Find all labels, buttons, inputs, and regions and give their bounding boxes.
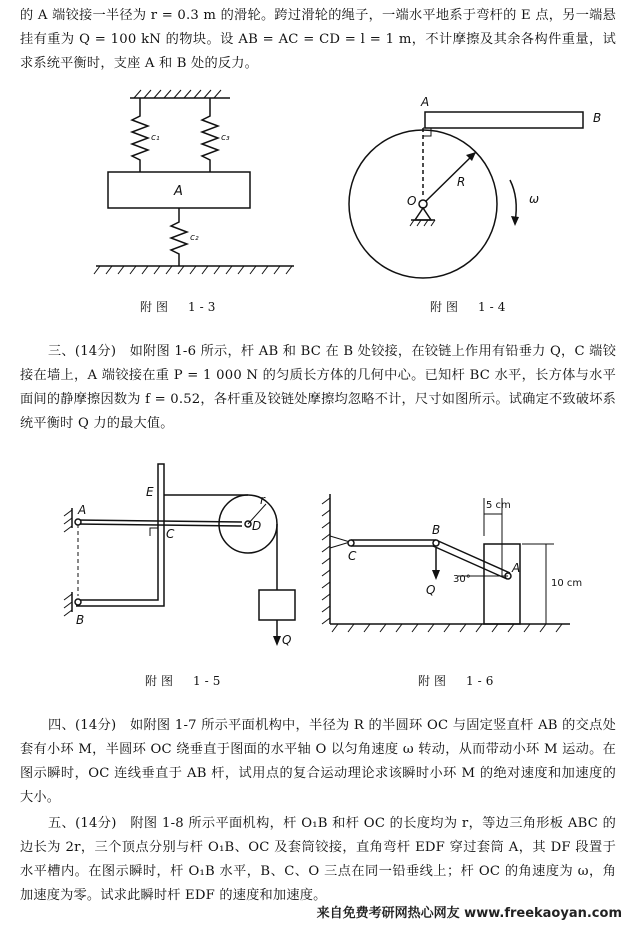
label-d: D xyxy=(252,519,262,533)
figure-1-6 xyxy=(318,490,583,635)
omega-arrow xyxy=(511,216,519,226)
label-angle: 30° xyxy=(453,574,471,585)
rod-ab-top xyxy=(436,540,510,573)
label-block-a: A xyxy=(174,184,183,199)
bar-ab xyxy=(425,112,583,128)
pin-b xyxy=(75,599,81,605)
label-q: Q xyxy=(282,633,292,647)
caption-1-4: 附图 1-4 xyxy=(430,300,510,314)
figure-1-5 xyxy=(60,448,300,654)
label-c1: c₁ xyxy=(151,133,160,143)
label-b: B xyxy=(593,111,602,125)
pivot-support xyxy=(415,208,431,220)
label-a: A xyxy=(512,561,521,575)
rod-ad xyxy=(76,520,242,522)
label-a: A xyxy=(421,95,430,109)
label-c3: c₃ xyxy=(221,133,230,143)
figure-1-3 xyxy=(90,88,300,283)
label-a: A xyxy=(78,503,87,517)
pin-c xyxy=(348,540,354,546)
spring-bottom xyxy=(171,208,187,266)
label-b: B xyxy=(432,523,441,537)
spring-left xyxy=(132,98,148,172)
omega-arc xyxy=(510,180,516,222)
label-e: E xyxy=(146,485,154,499)
paragraph-q3: 三、(14分) 如附图 1-6 所示，杆 AB 和 BC 在 B 处铰接，在铰链上作用有铅垂力 Q，C 端铰接在墙上，A 端铰接在重 P = 1 000 N 的匀质长方体的几何中心。已知杆 BC 水平，长方体与水平面间的静摩擦因数为 f = 0.52，各杆重及铰链处摩擦均忽略不计，尺寸如图所示。试确定不致破坏系统平衡时 Q 力的最大值。 xyxy=(20,344,616,431)
support-c xyxy=(330,536,350,548)
paragraph-q4: 四、(14分) 如附图 1-7 所示平面机构中，半径为 R 的半圆环 OC 与固定竖直杆 AB 的交点处套有小环 M，半圆环 OC 绕垂直于图面的水平轴 O 以匀角速度 ω 转动，从而带动小环 M 运动。在图示瞬时，OC 连线垂直于 AB 杆，试用点的复合运动理论求该瞬时小环 M 的绝对速度和加速度的大小。 xyxy=(20,718,616,805)
pin-b xyxy=(433,540,439,546)
ceiling-hatch xyxy=(134,90,221,98)
force-q-arrow xyxy=(432,570,440,580)
right-angle-mark xyxy=(423,128,431,136)
label-width: 5 cm xyxy=(486,500,511,511)
ground-hatch xyxy=(94,266,292,274)
label-q: Q xyxy=(426,583,436,597)
radius-line xyxy=(423,152,476,204)
caption-1-5: 附图 1-5 xyxy=(145,674,225,688)
pin-a xyxy=(75,519,81,525)
label-c2: c₂ xyxy=(190,233,199,243)
spring-right xyxy=(202,98,218,172)
right-angle-c xyxy=(150,528,158,536)
label-omega: ω xyxy=(529,192,540,206)
weight-q xyxy=(259,590,295,620)
paragraph-q5: 五、(14分) 附图 1-8 所示平面机构，杆 O₁B 和杆 OC 的长度均为 r，等边三角形板 ABC 的边长为 2r，三个顶点分别与杆 O₁B、OC 及套筒铰接，直角弯杆 EDF 穿过套筒 A，其 DF 段置于水平槽内。在图示瞬时，杆 O₁B 水平，B、C、O 三点在同一铅垂线上；杆 OC 的角速度为 ω，角加速度为零。试求此瞬时杆 EDF 的速度和加速度。 xyxy=(20,816,616,903)
caption-1-3: 附图 1-3 xyxy=(140,300,220,314)
force-q-arrow xyxy=(273,636,281,646)
label-height: 10 cm xyxy=(551,578,583,589)
caption-1-6: 附图 1-6 xyxy=(418,674,498,688)
rod-ad-edge xyxy=(76,524,242,526)
label-o: O xyxy=(407,194,417,208)
paragraph-top: 的 A 端铰接一半径为 r = 0.3 m 的滑轮。跨过滑轮的绳子，一端水平地系于弯杆的 E 点，另一端悬挂有重为 Q = 100 kN 的物块。设 AB = AC = CD = l = 1 m，不计摩擦及其余各构件重量，试求系统平衡时，支座 A 和 B 处的反力。 xyxy=(20,8,616,71)
label-r: R xyxy=(457,175,466,189)
label-b: B xyxy=(76,613,85,627)
figure-1-4 xyxy=(345,92,625,292)
label-c: C xyxy=(348,549,357,563)
label-r: r xyxy=(260,493,265,507)
label-c: C xyxy=(166,527,175,541)
footer-watermark: 来自免费考研网热心网友 www.freekaoyan.com xyxy=(316,906,622,921)
